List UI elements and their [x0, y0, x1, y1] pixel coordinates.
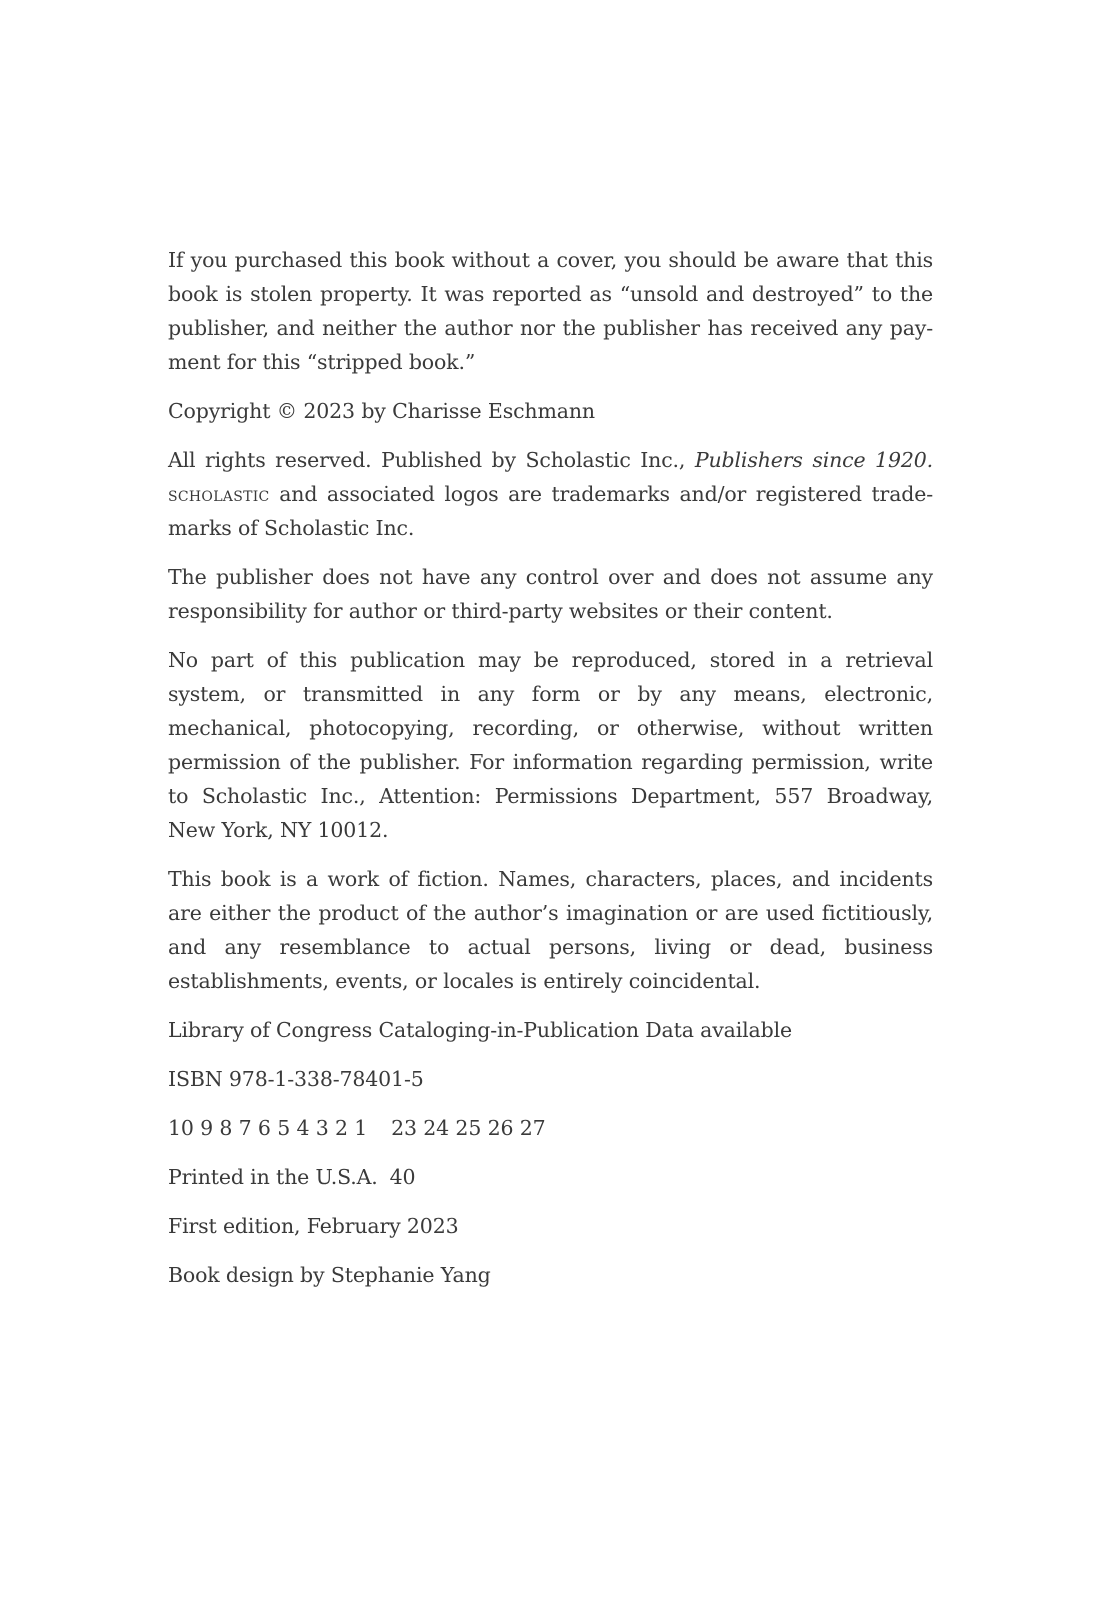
printed-in: Printed in the U.S.A. [168, 1165, 378, 1189]
copyright-page [168, 243, 933, 1307]
rights-lead: All rights reserved. Published by Scholastic Inc., [168, 448, 695, 472]
publisher-tagline: Publishers since 1920. [694, 448, 933, 472]
printer-code: 40 [389, 1165, 416, 1189]
edition-line: First edition, February 2023 [168, 1214, 459, 1238]
copyright-line: Copyright © 2023 by Charisse Eschmann [168, 399, 595, 423]
isbn-line: ISBN 978-1-338-78401-5 [168, 1067, 424, 1091]
scholastic-brand: scholastic [168, 482, 270, 506]
cip-line: Library of Congress Cataloging-in-Publication Data available [168, 1018, 792, 1042]
printing-numbers: 10 9 8 7 6 5 4 3 2 1 [168, 1116, 368, 1140]
fiction-disclaimer: This book is a work of fiction. Names, characters, places, and incidents are either the product of the author’s imagination or are used fictitiously, and any resemblance to actual persons, living or dead, business establishments, events, or locales is entirely coincidental. [168, 867, 933, 993]
design-credit: Book design by Stephanie Yang [168, 1263, 491, 1287]
year-numbers: 23 24 25 26 27 [391, 1116, 546, 1140]
rights-reserved-paragraph [168, 443, 933, 545]
third-party-disclaimer: The publisher does not have any control over and does not assume any responsibility for author or third-party websites or their content. [168, 565, 933, 623]
printed-in-line [168, 1160, 933, 1194]
reproduction-notice: No part of this publication may be reproduced, stored in a retrieval system, or transmitted in any form or by any means, electronic, mechanical, photocopying, recording, or otherwise, without written permission of the publisher. For information regarding permission, write to Scholastic Inc., Attention: Permissions Department, 557 Broadway, New York, NY 10012. [168, 648, 933, 842]
trademark-text: and associated logos are trademarks and/or registered trade-marks of Scholastic Inc. [168, 482, 933, 540]
printing-line [168, 1111, 933, 1145]
stripped-book-notice: If you purchased this book without a cover, you should be aware that this book is stolen property. It was reported as “unsold and destroyed” to the publisher, and neither the author nor the publisher has received any pay-ment for this “stripped book.” [168, 248, 933, 374]
